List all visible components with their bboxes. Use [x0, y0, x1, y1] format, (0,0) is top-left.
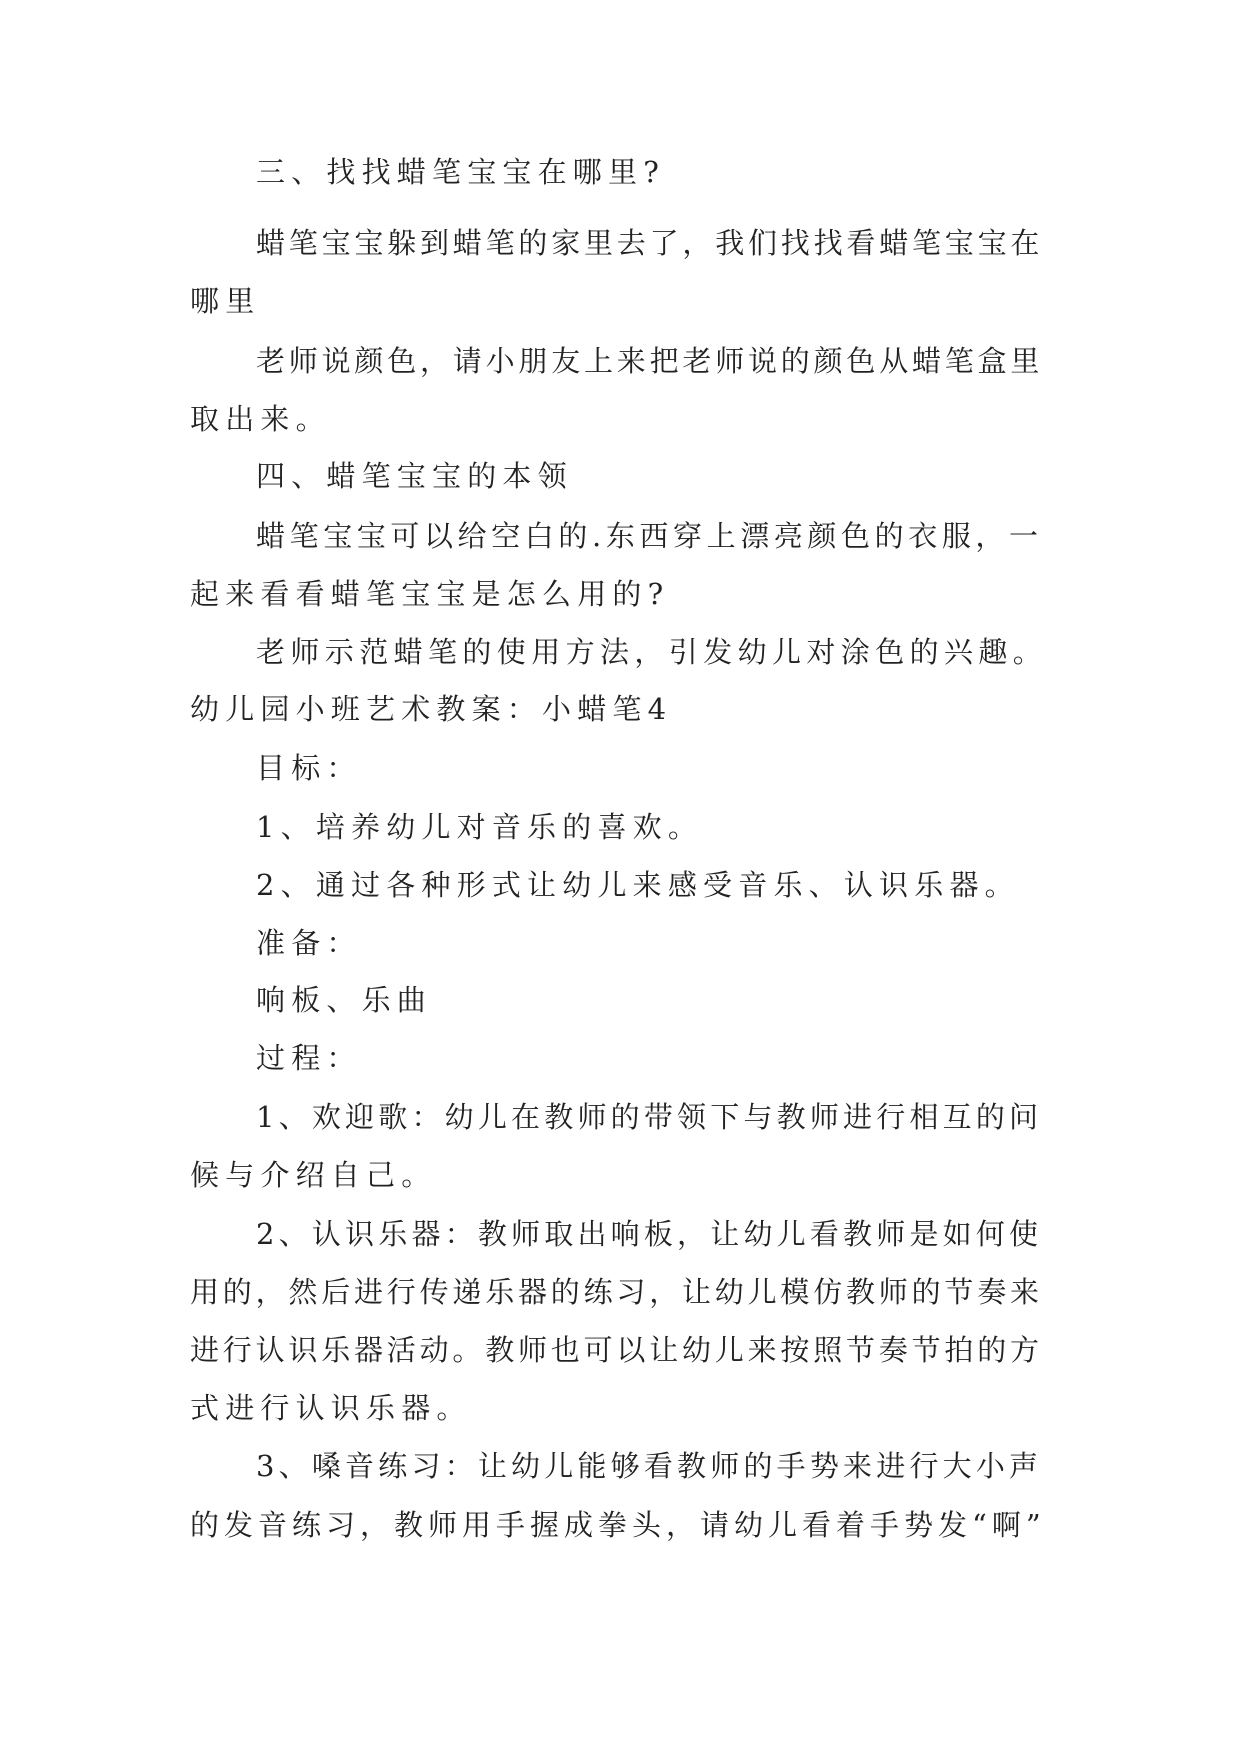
paragraph-line: 蜡笔宝宝可以给空白的.东西穿上漂亮颜色的衣服，一 — [256, 519, 1043, 553]
paragraph-line: 式进行认识乐器。 — [190, 1391, 472, 1425]
paragraph-line: 响板、乐曲 — [256, 983, 433, 1017]
paragraph-line: 起来看看蜡笔宝宝是怎么用的? — [190, 577, 670, 611]
section-label-preparation: 准备： — [256, 926, 362, 960]
paragraph-line: 老师说颜色，请小朋友上来把老师说的颜色从蜡笔盒里 — [256, 344, 1044, 378]
section-label-process: 过程： — [256, 1041, 362, 1075]
paragraph-line: 进行认识乐器活动。教师也可以让幼儿来按照节奏节拍的方 — [190, 1333, 1043, 1367]
list-item: 1、欢迎歌：幼儿在教师的带领下与教师进行相互的问 — [256, 1100, 1043, 1134]
section-heading-find-crayon: 三、找找蜡笔宝宝在哪里? — [256, 155, 665, 189]
list-item: 1、培养幼儿对音乐的喜欢。 — [256, 810, 704, 844]
list-item: 3、嗓音练习：让幼儿能够看教师的手势来进行大小声 — [256, 1449, 1043, 1483]
lesson-title: 幼儿园小班艺术教案：小蜡笔4 — [190, 692, 673, 726]
paragraph-line: 的发音练习，教师用手握成拳头，请幼儿看着手势发“啊” — [190, 1508, 1046, 1542]
section-heading-crayon-skill: 四、蜡笔宝宝的本领 — [256, 459, 573, 493]
paragraph-line: 老师示范蜡笔的使用方法，引发幼儿对涂色的兴趣。 — [256, 635, 1048, 669]
paragraph-line: 哪里 — [190, 284, 261, 318]
paragraph-line: 取出来。 — [190, 402, 331, 436]
paragraph-line: 蜡笔宝宝躲到蜡笔的家里去了，我们找找看蜡笔宝宝在 — [256, 226, 1044, 260]
list-item: 2、认识乐器：教师取出响板，让幼儿看教师是如何使 — [256, 1217, 1043, 1251]
paragraph-line: 候与介绍自己。 — [190, 1158, 437, 1192]
list-item: 2、通过各种形式让幼儿来感受音乐、认识乐器。 — [256, 868, 1020, 902]
paragraph-line: 用的，然后进行传递乐器的练习，让幼儿模仿教师的节奏来 — [190, 1275, 1043, 1309]
section-label-goals: 目标： — [256, 751, 362, 785]
